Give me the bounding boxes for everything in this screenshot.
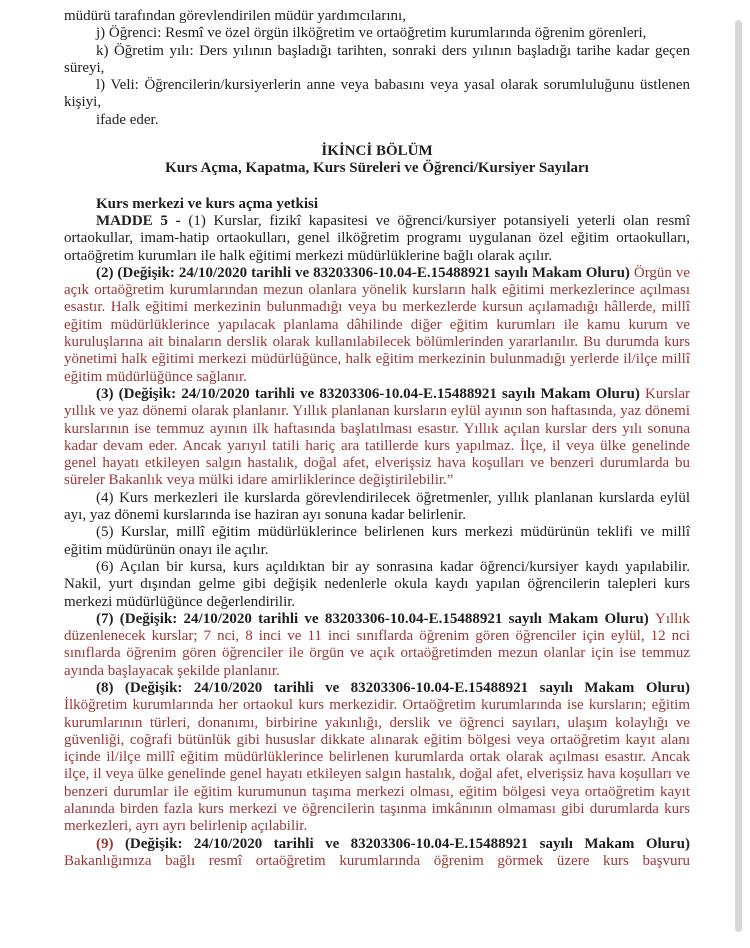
text-segment-plain: (5) Kurslar, millî eğitim müdürlüklerince belirlenen kurs merkezi müdürünün teklifi ve millî eğitim müdürünün onayı ile açılır. (64, 524, 690, 558)
text-segment-plain: müdürü tarafından görevlendirilen müdür yardımcılarını, (64, 8, 406, 24)
article-heading: Kurs merkezi ve kurs açma yetkisi (96, 195, 319, 212)
text-segment-plain: (1) Kurslar, fizikî kapasitesi ve öğrenci/kursiyer potansiyeli yeterli olan resmî ortaokullar, imam-hatip ortaokulları, genel ilköğretim programı uygulanan özel eğitim ortaokulları, ortaöğretim kurumları ile halk eğitimi merkezi müdürlüklerine bağlı olarak açılır. (64, 212, 690, 264)
text-segment-plain: ifade eder. (96, 111, 159, 128)
paragraph (64, 386, 690, 490)
paragraph (64, 836, 690, 871)
intro-paragraphs (64, 8, 690, 129)
body-paragraphs (64, 213, 690, 870)
paragraph (64, 25, 690, 42)
paragraph (64, 213, 690, 265)
document-content (64, 8, 690, 870)
paragraph (64, 490, 690, 525)
paragraph (64, 112, 690, 129)
paragraph (64, 43, 690, 78)
text-segment-bold: (2) (Değişik: 24/10/2020 tarihli ve 83203306-10.04-E.15488921 sayılı Makam Oluru) (96, 264, 634, 281)
text-segment-plain: k) Öğretim yılı: Ders yılının başladığı tarihten, sonraki ders yılının başladığı tarihe kadar geçen süreyi, (64, 42, 690, 76)
text-segment-red: İlköğretim kurumlarında her ortaokul kurs merkezidir. Ortaöğretim kurumlarında ise kursların; eğitim kurumlarının türleri, donanımı, birbirine yakınlığı, derslik ve öğrenci sayıları, ulaşım kolaylığı ve güvenliği, coğrafi bütünlük gibi hususlar dikkate alınarak eğitim bölgesi veya ortaöğretim kayıt alanı içinde il/ilçe millî eğitim müdürlüklerince belirlenen kurumlarda ortak olarak açılması esastır. Ancak ilçe, il veya ülke genelinde genel hayatı etkileyen salgın hastalık, doğal afet, elverişsiz hava koşulları ve benzeri durumlar ile eğitim kurumunun taşıma merkezi olması, eğitim bölgesi veya ortaöğretim kayıt alanında birden fazla kurs merkezi ve öğrencilerin taşınma imkânının olmaması gibi durumlarda kurs merkezleri, ayrı ayrı belirlenip açılabilir. (64, 697, 690, 835)
text-segment-plain: (6) Açılan bir kursa, kurs açıldıktan bir ay sonrasına kadar öğrenci/kursiyer kaydı yapılabilir. Nakil, yurt dışından gelme gibi değişik nedenlerle okula kaydı yapılan öğrencilerin talepleri kurs merkezi müdürlüğünce değerlendirilir. (64, 558, 690, 610)
section-subheading: Kurs Açma, Kapatma, Kurs Süreleri ve Öğrenci/Kursiyer Sayıları (165, 160, 589, 177)
scrollbar-thumb[interactable] (735, 20, 742, 932)
text-segment-red: Bakanlığımıza bağlı resmî ortaöğretim kurumlarında öğrenim görmek üzere kurs başvuru (64, 852, 690, 869)
text-segment-bold: (3) (Değişik: 24/10/2020 tarihli ve 83203306-10.04-E.15488921 sayılı Makam Oluru) (96, 385, 645, 402)
text-segment-plain: l) Veli: Öğrencilerin/kursiyerlerin anne veya babasını veya yasal olarak sorumluluğunu üstlenen kişiyi, (64, 77, 690, 111)
paragraph (64, 265, 690, 386)
paragraph (64, 559, 690, 611)
text-segment-red: Kurslar yıllık ve yaz dönemi olarak planlanır. Yıllık planlanan kursların eylül ayının son haftasında, yaz dönemi kurslarının ise temmuz ayının ilk haftasında başlatılması esastır. Yıllık açılan kurslar ders yılı sonuna kadar devam eder. Ancak yarıyıl tatili hariç ara tatillerde kurs yapılmaz. İlçe, il veya ülke genelinde genel hayatı etkileyen salgın hastalık, doğal afet, elverişsiz hava koşulları ve benzeri durumlarda bu süreler Bakanlık veya mülki idare amirliklerince değiştirilebilir.” (64, 385, 690, 489)
text-segment-bold: (7) (Değişik: 24/10/2020 tarihli ve 83203306-10.04-E.15488921 sayılı Makam Oluru) (96, 610, 655, 627)
paragraph (64, 524, 690, 559)
paragraph (64, 680, 690, 836)
text-segment-red: Örgün ve açık ortaöğretim kurumlarından mezun olanlara yönelik kursların halk eğitimi merkezlerince açılması esastır. Halk eğitimi merkezinin bulunmadığı veya bu merkezlerde kursun açılamadığı hâllerde, millî eğitim müdürlüklerince yapılacak planlama dâhilinde diğer eğitim kurumları ile kamu kurum ve kuruluşlarına ait binaların derslik olarak kullanılabilecek bölümlerinden yararlanılır. Bu durumda kurs yönetimi halk eğitimi merkezi müdürlüğünce, halk eğitim merkezinin bulunmadığı yerlerde il/ilçe millî eğitim müdürlüğünce sağlanır. (64, 264, 691, 385)
text-segment-bold: (Değişik: 24/10/2020 tarihli ve 83203306-10.04-E.15488921 sayılı Makam Oluru) (124, 835, 690, 852)
paragraph (64, 8, 690, 25)
paragraph (64, 611, 690, 680)
text-segment-plain: (4) Kurs merkezleri ile kurslarda görevlendirilecek öğretmenler, yıllık planlanan kurslarda eylül ayı, yaz dönemi kurslarında ise haziran ayı sonuna kadar belirlenir. (64, 489, 690, 524)
section-heading-block (64, 143, 690, 178)
text-segment-redbold: (9) (96, 835, 125, 852)
text-segment-bold: (8) (Değişik: 24/10/2020 tarihli ve 83203306-10.04-E.15488921 sayılı Makam Oluru) (96, 679, 690, 696)
text-segment-plain: j) Öğrenci: Resmî ve özel örgün ilköğretim ve ortaöğretim kurumlarında öğrenim görenleri, (96, 25, 647, 42)
section-heading: İKİNCİ BÖLÜM (321, 143, 433, 160)
paragraph (64, 77, 690, 112)
text-segment-bold: MADDE 5 - (96, 212, 189, 229)
text-segment-red: Yıllık düzenlenecek kurslar; 7 nci, 8 inci ve 11 inci sınıflarda öğrenim gören öğrenciler için eylül, 12 nci sınıflarda öğrenim gören öğrenciler ile örgün ve açık ortaöğretimden mezun olanlar için ise temmuz ayında başlayacak şekilde planlanır. (64, 610, 690, 679)
